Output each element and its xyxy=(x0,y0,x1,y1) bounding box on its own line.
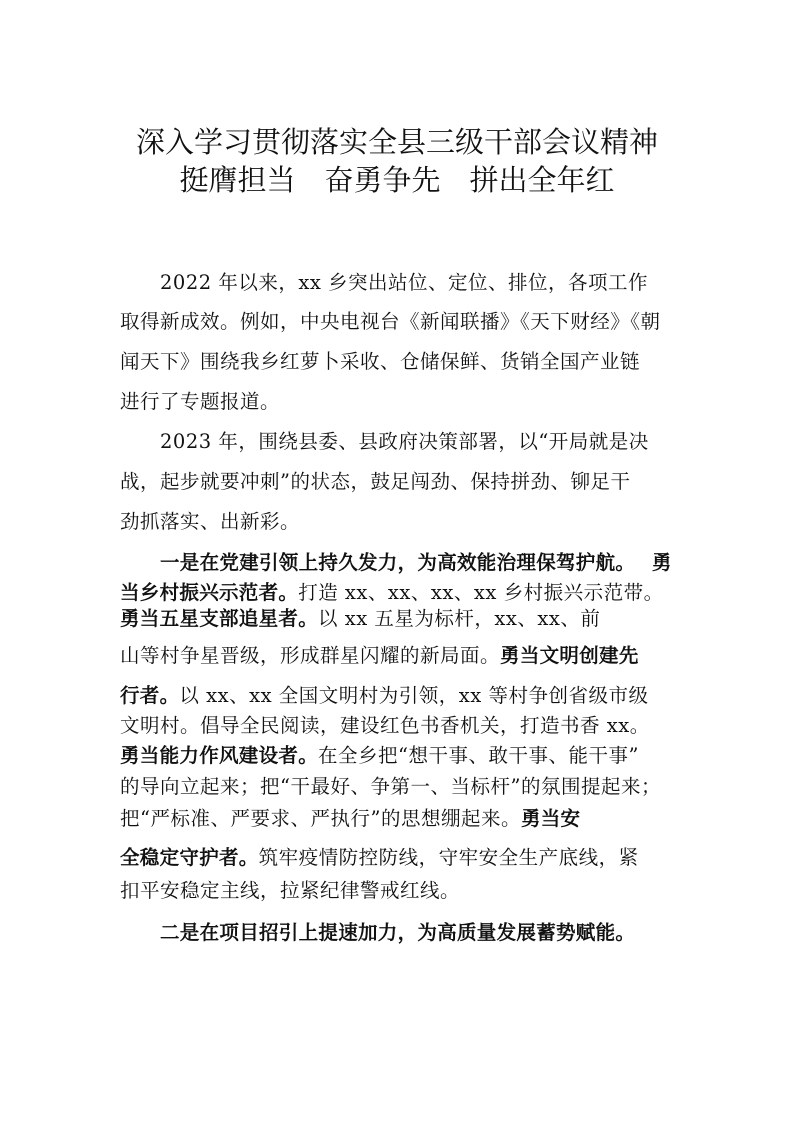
subheading-5-start: 勇当安 xyxy=(520,807,581,830)
subheading-2-text-b: 山等村争星晋级，形成群星闪耀的新局面。 xyxy=(120,644,501,667)
paragraph-1-line-1: 2022 年以来，xx 乡突出站位、定位、排位，各项工作 xyxy=(160,271,649,294)
subheading-3-text-a: 以 xx、xx 全国文明村为引领，xx 等村争创省级市级 xyxy=(179,684,649,707)
document-title-line-2: 挺膺担当 奋勇争先 拼出全年红 xyxy=(179,163,615,197)
subheading-5-end: 全稳定守护者。 xyxy=(120,846,259,869)
paragraph-1-line-2: 取得新成效。例如，中央电视台《新闻联播》《天下财经》《朝 xyxy=(120,310,661,333)
subheading-4-text-c: 把“严标准、严要求、严执行”的思想绷起来。 xyxy=(120,807,521,830)
paragraph-2-line-1: 2023 年，围绕县委、县政府决策部署，以“开局就是决 xyxy=(160,430,649,453)
subheading-1-end: 当乡村振兴示范者。 xyxy=(120,581,299,604)
section-1-heading: 一是在党建引领上持久发力，为高效能治理保驾护航。 xyxy=(160,551,636,574)
section-1-line-9 xyxy=(120,804,580,834)
section-2-heading: 二是在项目招引上提速加力，为高质量发展蓄势赋能。 xyxy=(160,921,636,944)
paragraph-1-line-3: 闻天下》围绕我乡红萝卜采收、仓储保鲜、货销全国产业链 xyxy=(120,350,641,373)
paragraph-1-line-4: 进行了专题报道。 xyxy=(120,390,281,413)
subheading-1-text: 打造 xx、xx、xx、xx 乡村振兴示范带。 xyxy=(298,581,664,604)
subheading-4-text-a: 在全乡把“想干事、敢干事、能干事” xyxy=(318,744,639,767)
section-1-line-7 xyxy=(120,741,639,771)
document-title-line-1: 深入学习贯彻落实全县三级干部会议精神 xyxy=(135,125,658,159)
paragraph-2-line-3: 劲抓落实、出新彩。 xyxy=(120,510,301,533)
section-1-line-11: 扣平安稳定主线，拉紧纪律警戒红线。 xyxy=(120,879,461,902)
subheading-5-text-a: 筑牢疫情防控防线，守牢安全生产底线，紧 xyxy=(258,846,639,869)
section-1-line-8: 的导向立起来；把“干最好、争第一、当标杆”的氛围提起来； xyxy=(120,775,661,798)
section-1-line-10 xyxy=(120,843,639,873)
section-1-heading-line xyxy=(160,548,672,578)
section-2-heading-line xyxy=(160,918,635,948)
section-1-line-4 xyxy=(120,641,639,671)
section-1-line-5 xyxy=(120,681,649,711)
subheading-2-text-a: 以 xx 五星为标杆，xx、xx、前 xyxy=(318,607,601,630)
subheading-2: 勇当五星支部追星者。 xyxy=(120,607,319,630)
subheading-4: 勇当能力作风建设者。 xyxy=(120,744,319,767)
subheading-3-end: 行者。 xyxy=(120,684,180,707)
section-1-line-6: 文明村。倡导全民阅读，建设红色书香机关，打造书香 xx。 xyxy=(120,714,650,737)
subheading-3-start: 勇当文明创建先 xyxy=(500,644,639,667)
section-1-line-3 xyxy=(120,604,600,634)
subheading-1-start: 勇 xyxy=(651,551,672,574)
paragraph-2-line-2: 战，起步就要冲刺”的状态，鼓足闯劲、保持拼劲、铆足干 xyxy=(120,470,631,493)
